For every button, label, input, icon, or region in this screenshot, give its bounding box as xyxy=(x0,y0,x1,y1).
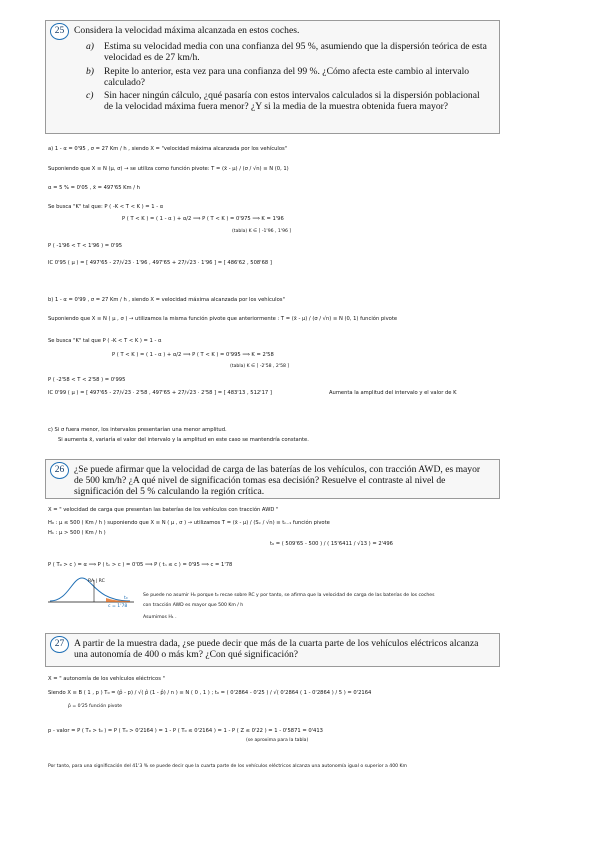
problem-statement: Considera la velocidad máxima alcanzada en estos coches. xyxy=(74,25,300,36)
hw-line: a) 1 - α = 0'95 , σ = 27 Km / h , siendo X = "velocidad máxima alcanzada por los vehículos" xyxy=(48,146,288,152)
problem-item-c xyxy=(74,90,491,112)
item-label: b) xyxy=(86,65,94,77)
t0-label: t₀ xyxy=(124,596,128,601)
problem-item-b xyxy=(74,66,491,88)
hw-line: IC 0'95 ( μ ) = [ 497'65 - 27/√23 · 1'96 , 497'65 + 27/√23 · 1'96 ] = [ 486'62 , 508'68 ] xyxy=(48,260,272,266)
hw-line: Asumimos H₁ . xyxy=(143,615,177,620)
item-text: Estima su velocidad media con una confianza del 95 %, asumiendo que la dispersión teórica de esta velocidad es de 27 km/h. xyxy=(104,41,487,64)
hw-line: (tabla) K ∈ [ -1'96 , 1'96 ] xyxy=(232,229,292,234)
hw-line: p - valor = P ( T₀ > t₀ ) = P ( T₀ > 0'2164 ) = 1 - P ( T₀ ≤ 0'2164 ) = 1 - P ( Z ≤ 0'22 ) = 1 - 0'5871 = 0'413 xyxy=(48,728,323,734)
hw-line: Aumenta la amplitud del intervalo y el valor de K xyxy=(329,390,457,396)
problem-statement: A partir de la muestra dada, ¿se puede decir que más de la cuarta parte de los vehículos eléctricos alcanza una autonomía de 400 o más km? ¿Con qué significación? xyxy=(74,638,479,661)
item-label: a) xyxy=(86,41,94,53)
hw-line: t₀ = ( 509'65 - 500 ) / ( 15'6411 / √13 ) = 2'496 xyxy=(270,541,393,547)
hw-line: X = " velocidad de carga que presentan las baterías de los vehículos con tracción AWD " xyxy=(48,507,279,513)
hw-line: Suponiendo que X ≡ N (μ, σ) → se utiliza como función pivote: T = (x̄ - μ) / (σ / √n) ≡ N (0, 1) xyxy=(48,166,289,172)
hw-line: Siendo X ≡ B ( 1 , p ) T₀ = (p̂ - p) / √( p̂ (1 - p̂) / n ) ≡ N ( 0 , 1 ) ; t₀ = ( 0'2864 - 0'25 ) / √( 0'2864 ( 1 - 0'2864 ) / 5 ) = 0'2164 xyxy=(48,690,372,696)
hw-line: P ( T < K ) = ( 1 - α ) + α/2 ⟹ P ( T < K ) = 0'975 ⟹ K = 1'96 xyxy=(122,216,284,222)
hw-line: Se busca "K" tal que P ( -K < T < K ) = 1 - α xyxy=(48,338,162,344)
problem-25-box xyxy=(45,20,500,134)
problem-26-box xyxy=(45,459,500,499)
hw-line: (se aproxima para la tabla) xyxy=(246,738,309,743)
hw-line: H₀ : μ ≤ 500 ( Km / h ) suponiendo que X ≡ N ( μ , σ ) → utilizamos T = (x̄ - μ) / (Sₓ / √n) ≡ tₙ₋₁ función pivote xyxy=(48,520,330,526)
problem-item-a xyxy=(74,41,491,63)
item-label: c) xyxy=(86,90,94,102)
problem-number-badge: 26 xyxy=(50,462,69,479)
hw-line: Se busca "K" tal que: P ( -K < T < K ) = 1 - α xyxy=(48,204,164,210)
hw-line: Suponiendo que X ≡ N ( μ , σ ) → utilizamos la misma función pivote que anteriormente : T = (x̄ - μ) / (σ / √n) ≡ N (0, 1) función pivote xyxy=(48,316,398,322)
hw-line: Se puede no asumir H₀ porque t₀ recae sobre RC y por tanto, se afirma que la velocidad de carga de las baterías de los coches xyxy=(143,593,435,598)
hw-line: P ( T < K ) = ( 1 - α ) + α/2 ⟹ P ( T < K ) = 0'995 ⟹ K = 2'58 xyxy=(112,352,274,358)
item-text: Sin hacer ningún cálculo, ¿qué pasaría con estos intervalos calculados si la dispersión poblacional de la velocidad máxima fuera menor? ¿Y si la media de la muestra obtenida fuera mayor? xyxy=(104,90,480,113)
hw-line: X = " autonomía de los vehículos eléctricos " xyxy=(48,676,165,682)
hw-line: IC 0'99 ( μ ) = [ 497'65 - 27/√23 · 2'58 , 497'65 + 27/√23 · 2'58 ] = [ 483'13 , 512'17 ] xyxy=(48,390,272,396)
hw-line: c) Si σ fuera menor, los intervalos presentarían una menor amplitud. xyxy=(48,427,227,433)
hw-line: P ( T₀ > c ) = α ⟹ P ( tₙ > c ) = 0'05 ⟹ P ( tₙ ≤ c ) = 0'95 ⟹ c = 1'78 xyxy=(48,562,233,568)
problem-number-badge: 25 xyxy=(50,23,69,40)
rc-label: RA | RC xyxy=(88,579,105,584)
hw-line: b) 1 - α = 0'99 , σ = 27 Km / h , siendo X = velocidad máxima alcanzada por los vehículos" xyxy=(48,297,285,303)
hw-line: P ( -2'58 < T < 2'58 ) = 0'995 xyxy=(48,377,126,383)
hw-line: P ( -1'96 < T < 1'96 ) = 0'95 xyxy=(48,243,123,249)
hw-line: (tabla) K ∈ [ -2'58 , 2'58 ] xyxy=(230,364,290,369)
hw-line: con tracción AWD es mayor que 500 Km / h xyxy=(143,603,244,608)
hw-line: p̂ = 0'25 función pivote xyxy=(68,704,122,709)
hw-line: α = 5 % = 0'05 , x̄ = 497'65 Km / h xyxy=(48,185,140,191)
problem-number-badge: 27 xyxy=(50,636,69,653)
item-text: Repite lo anterior, esta vez para una confianza del 99 %. ¿Cómo afecta este cambio al intervalo calculado? xyxy=(104,65,470,88)
c-label: c = 1'78 xyxy=(108,604,128,609)
hw-line: H₁ : μ > 500 ( Km / h ) xyxy=(48,530,106,536)
hw-line: Por tanto, para una significación del 41'3 % se puede decir que la cuarta parte de los vehículos eléctricos alcanza una autonomía igual o superior a 400 Km xyxy=(48,764,407,769)
problem-statement: ¿Se puede afirmar que la velocidad de carga de las baterías de los vehículos, con tracción AWD, es mayor de 500 km/h? ¿A qué nivel de significación tomas esa decisión? Resuelve el contraste al nivel de significación del 5 % calculando la región crítica. xyxy=(74,464,481,498)
problem-27-box xyxy=(45,633,500,667)
hw-line: Si aumenta x̄, variaría el valor del intervalo y la amplitud en este caso se mantendría constante. xyxy=(58,437,309,443)
